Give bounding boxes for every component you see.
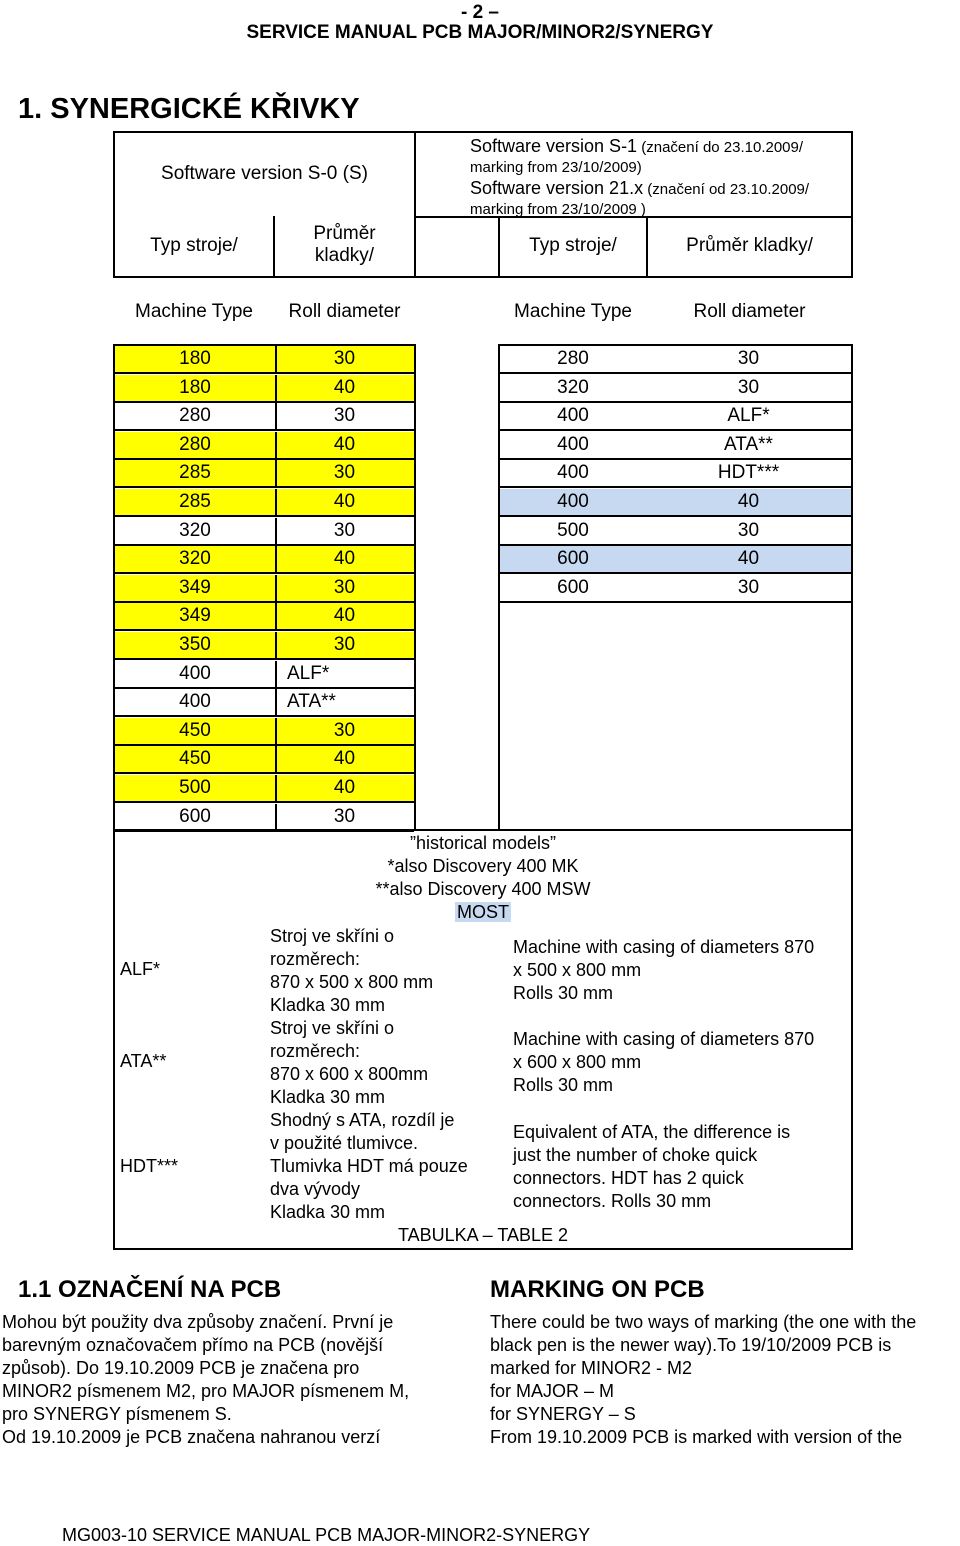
- left-roll-diameter: 30: [333, 634, 356, 655]
- right-roll-diameter: ATA**: [724, 433, 773, 455]
- model-notes: [113, 832, 853, 924]
- left-roll-diameter: 40: [333, 548, 356, 570]
- left-row: [115, 375, 414, 403]
- left-roll-diameter: 30: [333, 348, 356, 369]
- right-machine-type: 280: [557, 348, 589, 369]
- left-row: [115, 575, 414, 603]
- left-row: [115, 603, 414, 631]
- left-roll-diameter: 40: [333, 376, 356, 398]
- left-machine-type: 450: [179, 748, 211, 770]
- left-row: [115, 346, 414, 374]
- right-row: [500, 432, 851, 460]
- right-machine-type: 600: [557, 548, 589, 570]
- right-machine-type-en: Machine Type: [514, 301, 632, 322]
- left-roll-diameter: ATA**: [287, 691, 336, 713]
- right-row: [500, 575, 851, 603]
- left-roll-diameter: 30: [333, 719, 356, 741]
- marking-title-cz: 1.1 OZNAČENÍ NA PCB: [18, 1276, 282, 1303]
- legend-cz-alf: Stroj ve skříni o rozměrech: 870 x 500 x 800 mm Kladka 30 mm: [270, 926, 434, 1015]
- right-roll-diameter: 30: [737, 576, 760, 598]
- left-machine-type: 320: [179, 519, 211, 541]
- left-machine-type: 349: [179, 576, 211, 598]
- most-label: MOST: [457, 902, 509, 922]
- right-col-type-header: Typ stroje/: [529, 235, 617, 256]
- right-machine-type: 400: [557, 405, 589, 427]
- left-machine-type: 500: [179, 777, 211, 798]
- sw2-line2: marking from 23/10/2009 ): [470, 201, 646, 218]
- left-machine-type: 280: [179, 433, 211, 455]
- right-row: [500, 518, 851, 546]
- left-roll-diameter: 40: [333, 605, 356, 627]
- legend-en-hdt: Equivalent of ATA, the difference is just the number of choke quick connectors. HDT has 2 quick connectors. Rolls 30 mm: [513, 1122, 791, 1211]
- left-col-type-header: Typ stroje/: [150, 235, 238, 256]
- left-roll-diameter: 30: [333, 805, 356, 827]
- left-machine-type: 400: [179, 691, 211, 713]
- left-row: [115, 661, 414, 689]
- left-roll-diameter: 40: [333, 777, 356, 798]
- document-title: SERVICE MANUAL PCB MAJOR/MINOR2/SYNERGY: [246, 22, 714, 43]
- left-roll-diameter: 40: [333, 491, 356, 512]
- left-row: [115, 775, 414, 803]
- right-roll-diameter-en: Roll diameter: [693, 301, 806, 322]
- left-roll-diameter: 40: [333, 433, 356, 455]
- right-roll-diameter: ALF*: [727, 405, 770, 427]
- marking-title-en: MARKING ON PCB: [490, 1276, 705, 1303]
- left-machine-type: 600: [179, 805, 211, 827]
- right-row: [500, 403, 851, 431]
- right-col-roll-header: Průměr kladky/: [686, 235, 813, 256]
- left-machine-type: 320: [179, 548, 211, 570]
- left-row: [115, 746, 414, 774]
- left-row: [115, 546, 414, 574]
- left-machine-type: 350: [179, 634, 211, 655]
- roll-header-line1: Průměr: [313, 223, 376, 244]
- legend-label-alf: ALF*: [120, 959, 161, 979]
- right-machine-type: 400: [557, 462, 589, 484]
- right-roll-diameter: HDT***: [717, 462, 780, 484]
- marking-text-en: There could be two ways of marking (the one with the black pen is the newer way).To 19/10/2009 PCB is marked for MINOR2 - M2 for MAJOR – M for SYNERGY – S From 19.10.2009 PCB is marked with version of the: [490, 1312, 917, 1447]
- left-roll-diameter: 30: [333, 405, 356, 427]
- left-software-version: Software version S-0 (S): [161, 163, 368, 184]
- right-row: [500, 375, 851, 403]
- roll-header-line2: kladky/: [314, 245, 375, 266]
- right-roll-diameter: 30: [737, 376, 760, 398]
- legend-en-alf: Machine with casing of diameters 870 x 500 x 800 mm Rolls 30 mm: [513, 937, 815, 1003]
- historical-models-note: ”historical models”: [409, 833, 557, 853]
- section-title: 1. SYNERGICKÉ KŘIVKY: [18, 93, 360, 125]
- left-machine-type: 180: [179, 348, 211, 369]
- right-machine-type: 600: [557, 576, 589, 598]
- left-roll-diameter-en: Roll diameter: [288, 301, 401, 322]
- sw2-label: Software version 21.x: [470, 178, 644, 198]
- left-machine-type: 450: [179, 719, 211, 741]
- legend-label-ata: ATA**: [120, 1051, 167, 1071]
- sw2-note: (značení od 23.10.2009/: [643, 181, 810, 198]
- left-row: [115, 632, 414, 660]
- right-machine-type: 400: [557, 491, 589, 512]
- right-row: [500, 546, 851, 574]
- left-row: [115, 460, 414, 488]
- sw1-line2: marking from 23/10/2009): [470, 159, 642, 176]
- right-row: [500, 346, 851, 374]
- right-row: [500, 460, 851, 488]
- left-machine-type: 349: [179, 605, 211, 627]
- left-row: [115, 518, 414, 546]
- right-machine-type: 500: [557, 519, 589, 541]
- left-machine-type: 285: [179, 462, 211, 484]
- right-roll-diameter: 30: [737, 519, 760, 541]
- legend-cz-hdt: Shodný s ATA, rozdíl je v použité tlumivce. Tlumivka HDT má pouze dva vývody Kladka 30 mm: [270, 1110, 468, 1222]
- sw1-label: Software version S-1: [470, 136, 638, 156]
- right-software-versions: [470, 136, 850, 220]
- legend-label-hdt: HDT***: [120, 1156, 179, 1176]
- right-roll-diameter: 40: [737, 548, 760, 570]
- left-row: [115, 804, 414, 832]
- left-row: [115, 432, 414, 460]
- page-number: - 2 –: [460, 2, 500, 23]
- left-machine-type: 180: [179, 376, 211, 398]
- legend-cz-ata: Stroj ve skříni o rozměrech: 870 x 600 x 800mm Kladka 30 mm: [270, 1018, 429, 1107]
- left-roll-diameter: 30: [333, 462, 356, 484]
- left-row: [115, 718, 414, 746]
- left-machine-type: 280: [179, 405, 211, 427]
- right-roll-diameter: 30: [737, 348, 760, 369]
- table-caption: TABULKA – TABLE 2: [397, 1225, 569, 1245]
- also-note-1: *also Discovery 400 MK: [387, 856, 579, 876]
- also-note-2: **also Discovery 400 MSW: [375, 879, 591, 899]
- right-row: [500, 489, 851, 517]
- left-row: [115, 489, 414, 517]
- left-row: [115, 689, 414, 717]
- left-machine-type: 400: [179, 662, 211, 684]
- right-roll-diameter: 40: [737, 491, 760, 512]
- left-machine-type-en: Machine Type: [135, 301, 253, 322]
- left-roll-diameter: 30: [333, 576, 356, 598]
- right-machine-type: 320: [557, 376, 589, 398]
- left-machine-type: 285: [179, 491, 211, 512]
- page-footer: MG003-10 SERVICE MANUAL PCB MAJOR-MINOR2-SYNERGY: [62, 1525, 591, 1545]
- legend-en-ata: Machine with casing of diameters 870 x 600 x 800 mm Rolls 30 mm: [513, 1029, 815, 1095]
- left-row: [115, 403, 414, 431]
- left-roll-diameter: 40: [333, 748, 356, 770]
- left-col-roll-header: [275, 223, 414, 267]
- left-roll-diameter: ALF*: [287, 662, 330, 684]
- left-roll-diameter: 30: [333, 519, 356, 541]
- right-machine-type: 400: [557, 433, 589, 455]
- sw1-note: (značení do 23.10.2009/: [637, 139, 804, 156]
- marking-text-cz: Mohou být použity dva způsoby značení. První je barevným označovačem přímo na PCB (novější způsob). Do 19.10.2009 PCB je značena pro MINOR2 písmenem M2, pro MAJOR písmenem M, pro SYNERGY písmenem S. Od 19.10.2009 je PCB značena nahranou verzí: [2, 1312, 410, 1447]
